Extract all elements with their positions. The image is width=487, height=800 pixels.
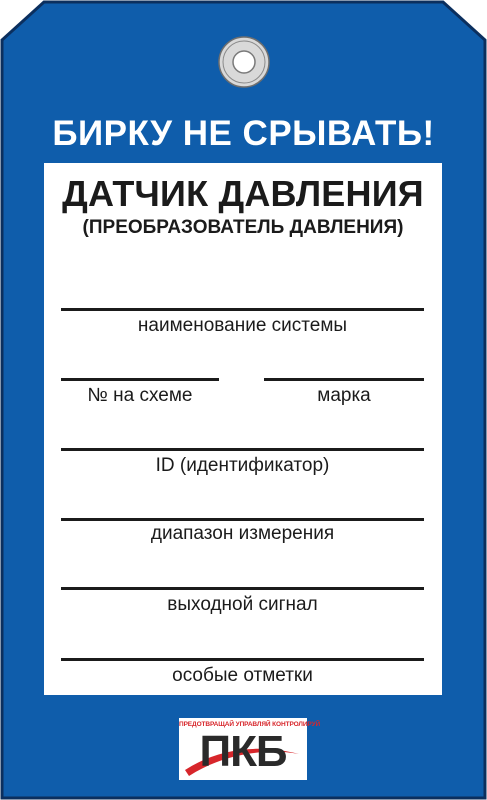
system-name-caption: наименование системы — [137, 315, 348, 336]
logo-letters: ПКБ — [199, 727, 287, 776]
identifier-caption: ID (идентификатор) — [155, 455, 330, 476]
identifier-line — [61, 448, 424, 451]
brand-line — [264, 378, 424, 381]
system-name-line — [61, 308, 424, 311]
output-signal-line — [61, 587, 424, 590]
scheme-number-caption: № на схеме — [87, 385, 193, 406]
output-signal-caption: выходной сигнал — [167, 594, 318, 615]
brand-caption: марка — [317, 385, 371, 406]
special-notes-line — [61, 658, 424, 661]
label-card — [44, 163, 442, 695]
tag-title: ДАТЧИК ДАВЛЕНИЯ — [62, 173, 424, 214]
logo-slogan: ПРЕДОТВРАЩАЙ УПРАВЛЯЙ КОНТРОЛИРУЙ — [179, 721, 321, 728]
tag-subtitle: (ПРЕОБРАЗОВАТЕЛЬ ДАВЛЕНИЯ) — [82, 217, 404, 238]
measurement-range-line — [61, 518, 424, 521]
eyelet-icon — [219, 37, 269, 87]
scheme-number-line — [61, 378, 219, 381]
warning-text: БИРКУ НЕ СРЫВАТЬ! — [52, 114, 435, 153]
company-logo — [179, 718, 321, 780]
special-notes-caption: особые отметки — [172, 665, 313, 686]
measurement-range-caption: диапазон измерения — [150, 523, 335, 544]
